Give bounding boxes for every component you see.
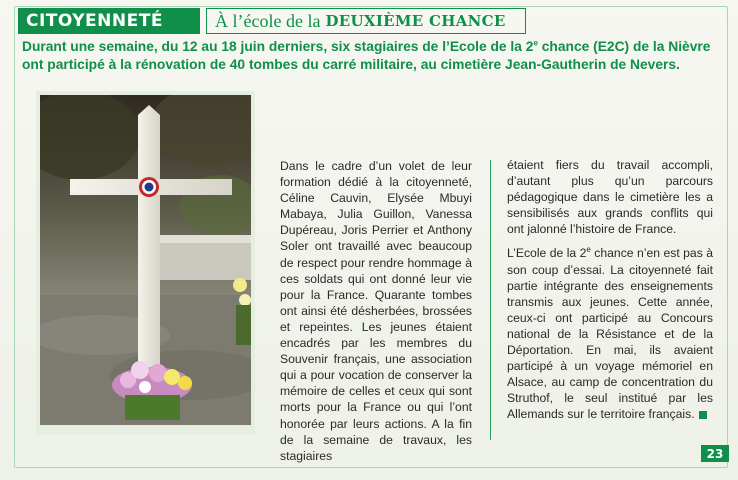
title-strong: DEUXIÈME CHANCE [325, 12, 506, 30]
column2-paragraph-1: étaient fiers du travail accompli, d’autant plus qu’un parcours pédagogique dans le cimetière les a sensibilisés aux grands conflits qui ont jalonné l’histoire de France. [507, 158, 713, 237]
article-title [206, 8, 526, 34]
end-of-article-icon [699, 411, 707, 419]
column1-paragraph: Dans le cadre d’un volet de leur formation dédié à la citoyenneté, Céline Cauvin, Elysée Mbuyi Mabaya, Julia Guillon, Vanessa Dupéreau, Joris Perrier et Anthony Soler ont travaillé avec beaucoup de respect pour rendre hommage à ces soldats qui ont donné leur vie pour la France. Quarante tombes ont ainsi été désherbées, brossées et repeintes. Les jeunes étaient encadrés par les membres du Souvenir français, une association qui a pour vocation de conserver la mémoire de celles et ceux qui sont morts pour la France ou qui l’ont honorée par leurs actions. A la fin de la semaine de travaux, les stagiaires [280, 159, 472, 463]
cross-photo-image [40, 95, 251, 425]
section-label-text: CITOYENNETÉ [26, 11, 163, 31]
cross-photo [40, 95, 251, 425]
page-number [701, 445, 729, 462]
title-prefix: À l’école de la [215, 10, 321, 31]
column2-superscript: e [586, 245, 591, 255]
lead-text-2: chance (E2C) de la Nièvre ont participé à la rénovation de 40 tombes du carré militaire, au cimetière Jean-Gautherin de Nevers. [22, 39, 711, 72]
lead-superscript: e [533, 38, 538, 48]
column2-paragraph-2 [507, 245, 713, 422]
column-divider [490, 160, 491, 440]
lead-text-1: Durant une semaine, du 12 au 18 juin derniers, six stagiaires de l’Ecole de la 2 [22, 39, 534, 54]
article-column-2 [507, 157, 713, 431]
page-number-text: 23 [706, 446, 724, 461]
article-column-1 [280, 158, 472, 472]
column2-paragraph-2-b: chance n’en est pas à son coup d’essai. La citoyenneté fait partie intégrante des enseignements transmis aux jeunes. Cette année, ceux-ci ont participé au Concours national de la Résistance et de la Déportation. En mai, ils avaient participé à un voyage mémoriel en Alsace, au camp de concentration du Struthof, le seul institué par les Allemands sur le territoire français. [507, 246, 713, 422]
section-label [18, 8, 200, 34]
article-lead [22, 38, 722, 74]
column2-paragraph-2-a: L’Ecole de la 2 [507, 246, 587, 261]
